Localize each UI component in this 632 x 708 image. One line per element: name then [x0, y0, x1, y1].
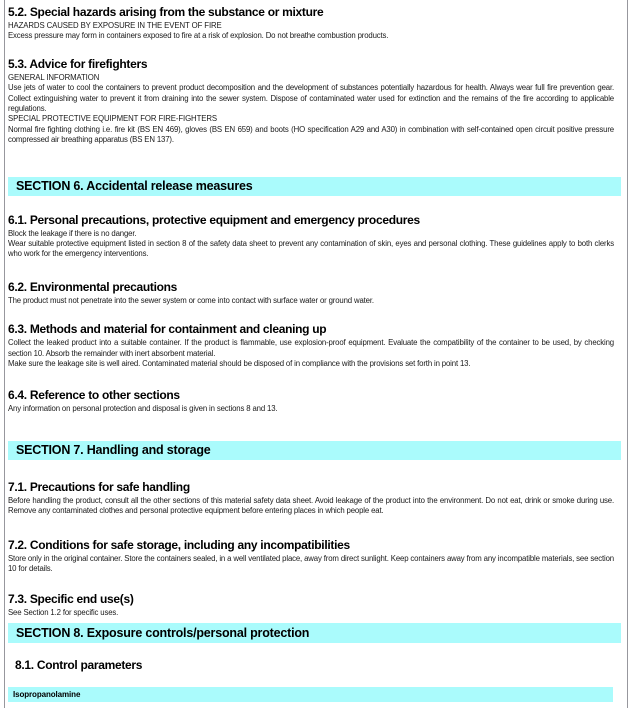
section-5-3-heading: 5.3. Advice for firefighters: [8, 56, 148, 71]
section-6-4-heading: 6.4. Reference to other sections: [8, 387, 180, 402]
section-7-1-heading: 7.1. Precautions for safe handling: [8, 479, 190, 494]
section-5-3-label-special-equipment: SPECIAL PROTECTIVE EQUIPMENT FOR FIRE-FIGHTERS: [8, 114, 217, 124]
page-right-border: [627, 0, 628, 708]
section-7-banner: SECTION 7. Handling and storage: [8, 441, 621, 460]
section-5-3-label-general-information: GENERAL INFORMATION: [8, 72, 100, 82]
section-8-1-heading: 8.1. Control parameters: [15, 657, 143, 672]
section-5-2-heading: 5.2. Special hazards arising from the substance or mixture: [8, 5, 324, 19]
section-6-3-paragraph-1: Collect the leaked product into a suitable container. If the product is flammable, use explosion-proof equipment. Evaluate the compatibility of the container to be used, by checking section 10. Absorb the remainder with inert absorbent material.: [8, 338, 614, 358]
section-6-3-paragraph-2: Make sure the leakage site is well aired. Contaminated material should be disposed of in compliance with the provisions set forth in point 13.: [8, 359, 471, 369]
section-5-3-paragraph-2: Normal fire fighting clothing i.e. fire kit (BS EN 469), gloves (BS EN 659) and boots (HO specification A29 and A30) in combination with self-contained open circuit positive pressure compressed air breathing apparatus (BS EN 137).: [8, 124, 614, 145]
section-6-2-heading: 6.2. Environmental precautions: [8, 279, 178, 294]
section-7-1-paragraph: Before handling the product, consult all the other sections of this material safety data sheet. Avoid leakage of the product into the environment. Do not eat, drink or smoke during use. Remove any contaminated clothes and personal protective equipment before entering places in which people eat.: [8, 495, 614, 516]
document-content: [0, 3, 624, 702]
section-6-3-heading: 6.3. Methods and material for containment and cleaning up: [8, 322, 327, 337]
section-6-2-paragraph: The product must not penetrate into the sewer system or come into contact with surface water or ground water.: [8, 295, 374, 305]
section-7-2-heading: 7.2. Conditions for safe storage, including any incompatibilities: [8, 537, 350, 552]
section-6-1-paragraph-2: Wear suitable protective equipment listed in section 8 of the safety data sheet to prevent any contamination of skin, eyes and personal clothing. These guidelines apply to both clerks who work for the emergency interventions.: [8, 239, 614, 259]
section-7-2-paragraph: Store only in the original container. Store the containers sealed, in a well ventilated place, away from direct sunlight. Keep containers away from any incompatible materials, see section 10 for details.: [8, 553, 614, 574]
section-6-1-paragraph-1: Block the leakage if there is no danger.: [8, 228, 137, 238]
section-5-2-paragraph: Excess pressure may form in containers exposed to fire at a risk of explosion. Do not breathe combustion products.: [8, 31, 389, 41]
section-5-3-paragraph-1: Use jets of water to cool the containers to prevent product decomposition and the development of substances potentially hazardous for health. Always wear full fire prevention gear. Collect extinguishing water to prevent it from draining into the sewer system. Dispose of contaminated water used for extinction and the remains of the fire according to applicable regulations.: [8, 83, 614, 114]
section-7-3-heading: 7.3. Specific end use(s): [8, 591, 134, 606]
section-6-1-heading: 6.1. Personal precautions, protective equipment and emergency procedures: [8, 212, 420, 227]
section-7-3-paragraph: See Section 1.2 for specific uses.: [8, 607, 119, 617]
section-6-4-paragraph: Any information on personal protection and disposal is given in sections 8 and 13.: [8, 403, 278, 413]
section-6-banner: SECTION 6. Accidental release measures: [8, 177, 621, 196]
substance-row-isopropanolamine: Isopropanolamine: [8, 687, 613, 702]
section-5-2-label-fire-hazards: HAZARDS CAUSED BY EXPOSURE IN THE EVENT OF FIRE: [8, 21, 222, 30]
section-8-banner: SECTION 8. Exposure controls/personal protection: [8, 623, 621, 643]
